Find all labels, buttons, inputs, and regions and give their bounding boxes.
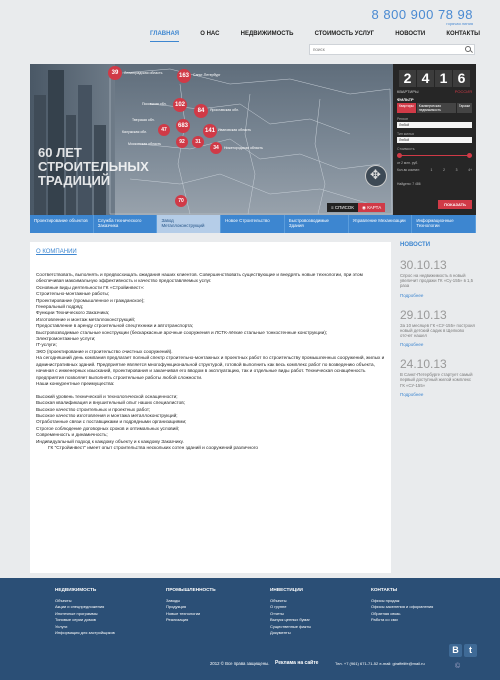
map-icon: ◉: [362, 204, 368, 210]
type-label: Тип жилья: [397, 132, 414, 136]
footer-link[interactable]: Объекты: [270, 598, 287, 603]
news-item: [400, 308, 476, 348]
about-paragraph: На сегодняшний день компания предлагает полный спектр строительно-монтажных и проектных работ по строительству промышленных сооружений, жилых и административных зданий. Предприятие является многофункциональной структурой, готовой выполнить как весь комплекс работ по возведению объекта, начиная с инженерных изысканий, проектирования и заканчивая его вводом в эксплуатацию, так и отдельные виды работ. Техническая оснащённость предприятия позволяет выполнять строительные работы любой сложности.: [36, 355, 385, 380]
tab-prefab-buildings[interactable]: Быстровозводимые Здания: [285, 215, 349, 233]
about-paragraph: ЭКО (проектирование и строительство очистных сооружений).: [36, 348, 173, 354]
price-label: Стоимость: [397, 147, 415, 151]
footer-link[interactable]: Отчеты: [270, 610, 284, 616]
services-tabs: [30, 215, 476, 233]
region-label: Ивановская область: [218, 128, 252, 132]
map-marker[interactable]: 84: [194, 104, 208, 118]
news-more-link[interactable]: Подробнее: [400, 342, 424, 348]
footer-col-title: КОНТАКТЫ: [371, 587, 398, 592]
phone-number: 8 800 900 78 98: [371, 7, 473, 22]
type-select[interactable]: Любой: [397, 137, 472, 143]
about-paragraph: Изготовление и монтаж металлоконструкций;: [36, 316, 136, 322]
footer: [0, 578, 500, 680]
about-title[interactable]: О КОМПАНИИ: [36, 249, 77, 255]
hero-title: 60 ЛЕТ СТРОИТЕЛЬНЫХ ТРАДИЦИЙ: [38, 145, 149, 188]
footer-col-industry: [166, 587, 216, 624]
region-label: Санкт-Петербург: [193, 73, 221, 77]
apartments-counter: [397, 70, 472, 87]
counter-digit: 2: [399, 70, 416, 87]
region-label: Калужская обл.: [122, 130, 148, 134]
contact-line: Тел. +7 (961) 671-71-52 e-mail: giraffelife@mail.ru: [335, 661, 425, 666]
map-marker[interactable]: 34: [210, 142, 222, 154]
search-input[interactable]: [310, 45, 460, 54]
about-paragraph: IT-услуги;: [36, 342, 57, 348]
russia-map: [30, 64, 393, 215]
map-marker[interactable]: 70: [175, 195, 187, 207]
news-title[interactable]: НОВОСТИ: [400, 242, 431, 248]
footer-col-title: ПРОМЫШЛЕННОСТЬ: [166, 587, 216, 592]
about-paragraph: Высокая квалификация и внушительный опыт наших специалистов;: [36, 400, 186, 406]
room-option[interactable]: 1: [430, 168, 433, 172]
about-paragraph: Высокий уровень технической и технологической оснащенности;: [36, 393, 178, 399]
slider-handle-max[interactable]: [467, 153, 472, 158]
map-marker[interactable]: 31: [192, 136, 204, 148]
about-paragraph: Проектирование (промышленное и гражданское);: [36, 297, 145, 303]
nav-item-news[interactable]: НОВОСТИ: [395, 31, 426, 37]
social-icon-vk[interactable]: B: [449, 644, 462, 657]
footer-link[interactable]: Офисы продаж: [371, 598, 400, 603]
rooms-label: Кол-во комнат:: [397, 168, 420, 172]
nav-item-prices[interactable]: СТОИМОСТЬ УСЛУГ: [314, 31, 375, 37]
about-paragraph: Предоставление в аренду строительной спецтехники и автотранспорта;: [36, 323, 194, 329]
about-paragraph: ГК "Стройинвест" имеет опыт строительства нескольких сотен зданий и сооружений различного: [48, 444, 258, 450]
footer-link[interactable]: Типовые серии домов: [55, 617, 96, 623]
nav-item-about[interactable]: О НАС: [200, 31, 220, 37]
footer-link[interactable]: Информация для застройщиков: [55, 630, 115, 636]
footer-link[interactable]: О группе: [270, 604, 287, 610]
news-item: [400, 357, 476, 397]
footer-col-contacts: [371, 587, 433, 624]
filter-panel: [393, 64, 476, 215]
region-label: Ярославская обл.: [210, 108, 239, 112]
about-paragraph: Высокое качество строительных и проектных работ;: [36, 406, 151, 412]
slider-handle-min[interactable]: [397, 153, 402, 158]
about-paragraph: Современность и динамичность;: [36, 432, 108, 438]
about-section: [30, 242, 391, 573]
about-paragraph: Электромонтажные услуги;: [36, 336, 96, 342]
room-option[interactable]: 4+: [468, 168, 472, 172]
map-view-button[interactable]: ◉ КАРТА: [358, 203, 385, 212]
about-paragraph: Функции Технического Заказчика;: [36, 310, 110, 316]
room-option[interactable]: 3: [455, 168, 458, 172]
news-date: 24.10.13: [400, 357, 447, 372]
price-value: от 2 млн. руб.: [397, 161, 419, 165]
footer-link[interactable]: Документы: [270, 630, 291, 636]
news-date: 30.10.13: [400, 258, 447, 272]
nav-item-contacts[interactable]: КОНТАКТЫ: [446, 31, 480, 37]
about-paragraph: Строительно-монтажные работы;: [36, 291, 110, 297]
news-more-link[interactable]: Подробнее: [400, 391, 424, 397]
footer-link[interactable]: Обратная связь: [371, 610, 401, 616]
about-paragraph: Основные виды деятельности ГК «Стройинвест»:: [36, 284, 145, 290]
footer-link[interactable]: Новые технологии: [166, 610, 201, 616]
counter-region[interactable]: РОССИЯ: [454, 89, 472, 94]
copyright-text: 2012 © Все права защищены.: [210, 661, 270, 666]
about-paragraph: Высокое качество изготовления и монтажа металлоконструкций;: [36, 412, 178, 418]
footer-link[interactable]: Выпуск ценных бумаг: [270, 617, 310, 623]
news-text[interactable]: За 10 месяцев ГК «СУ-155» построил новый детский садик в Щелково отсчет нашел: [400, 322, 476, 339]
footer-col-title: НЕДВИЖИМОСТЬ: [55, 587, 97, 592]
tab-it[interactable]: Информационные Технологии: [412, 215, 476, 233]
room-option[interactable]: 2: [443, 168, 445, 172]
filter-title: ФИЛЬТР: [397, 97, 414, 102]
tab-metal-plant[interactable]: Завод Металлоконструкций: [157, 215, 221, 233]
footer-link[interactable]: Объекты: [55, 598, 72, 603]
counter-digit: 4: [417, 70, 434, 87]
filter-tab-commercial[interactable]: Коммерческая недвижимость: [417, 103, 456, 113]
tab-technical-customer[interactable]: Служба технического Заказчика: [94, 215, 158, 233]
footer-link[interactable]: Работа со сми: [371, 617, 398, 623]
nav-item-home[interactable]: ГЛАВНАЯ: [150, 30, 179, 42]
region-label: Тверская обл.: [132, 118, 155, 122]
tab-new-construction[interactable]: Новое Строительство: [221, 215, 285, 233]
list-icon: ≡: [331, 205, 335, 210]
main-nav: [150, 30, 480, 42]
nav-item-realty[interactable]: НЕДВИЖИМОСТЬ: [240, 31, 294, 37]
footer-link[interactable]: Услуги: [55, 623, 68, 629]
footer-col-title: ИНВЕСТИЦИИ: [270, 587, 303, 592]
news-item: [400, 258, 476, 298]
filter-tab-garages[interactable]: Гаражи: [457, 103, 472, 113]
about-paragraph: Индивидуальный подход к каждому объекту и к каждому Заказчику.: [36, 438, 184, 444]
about-paragraph: Строгое соблюдение договорных сроков и оптимальных условий;: [36, 425, 180, 431]
map-marker[interactable]: 39: [108, 66, 122, 80]
footer-link[interactable]: Заводы: [166, 598, 181, 603]
about-paragraph: Отработанные связи с поставщиками и подрядными организациями;: [36, 419, 187, 425]
footer-link[interactable]: Акции и спецпредложения: [55, 604, 105, 610]
footer-link[interactable]: Продукция: [166, 604, 187, 610]
found-count: Найдено: 7 486: [397, 182, 421, 186]
ad-link[interactable]: Реклама на сайте: [275, 660, 319, 666]
footer-link[interactable]: Ипотечные программы: [55, 610, 98, 616]
news-text[interactable]: В Санкт-Петербурге стартует самый первый доступный жилой комплекс ГК «СУ-155»: [400, 372, 473, 388]
news-more-link[interactable]: Подробнее: [400, 292, 424, 298]
about-paragraph: Наши конкурентные преимущества:: [36, 380, 115, 386]
show-results-button[interactable]: ПОКАЗАТЬ: [438, 200, 472, 209]
map-marker[interactable]: 163: [177, 69, 191, 83]
tab-mechanization[interactable]: Управление Механизации: [349, 215, 413, 233]
map-marker[interactable]: 92: [176, 136, 188, 148]
region-label: Ленинградская область: [124, 71, 163, 75]
search-icon[interactable]: [465, 46, 471, 52]
region-label: Регион: [397, 117, 409, 121]
developer-logo-icon[interactable]: ©: [455, 663, 461, 670]
news-text[interactable]: Спрос на недвижимость в новый увеличит продажи ГК «Су-155» в 1,5 раза: [400, 273, 474, 289]
tab-design[interactable]: Проектирование объектов: [30, 215, 94, 233]
social-icon-twitter[interactable]: t: [464, 644, 477, 657]
region-label: Нижегородская область: [224, 146, 263, 150]
about-paragraph: Соответствовать, выполнять и предвосхищать ожидания наших клиентов. Совершенствовать существующие и внедрять новые технологии, при этом обеспечивая максимальную эффективность и качество предоставляемых услуг.: [36, 272, 363, 284]
map-pan-control[interactable]: [365, 165, 387, 187]
filter-tab-apartments[interactable]: Квартиры: [397, 103, 416, 113]
footer-col-realty: [55, 587, 115, 636]
region-label: Псковская обл.: [142, 102, 167, 106]
footer-col-investments: [270, 587, 311, 636]
region-label: Московская область: [128, 142, 162, 146]
counter-digit: 1: [435, 70, 452, 87]
about-text: [36, 272, 385, 451]
footer-link[interactable]: Реализация: [166, 617, 189, 623]
about-paragraph: Генеральный подряд;: [36, 304, 84, 310]
news-sidebar: [400, 242, 476, 397]
news-date: 29.10.13: [400, 307, 447, 322]
map-marker[interactable]: 47: [158, 124, 170, 136]
counter-digit: 6: [453, 70, 470, 87]
list-view-button[interactable]: ≡ СПИСОК: [327, 203, 358, 212]
footer-link[interactable]: Офисы заселения и оформления: [371, 604, 434, 610]
map-marker[interactable]: 683: [176, 119, 190, 133]
region-select[interactable]: Любой: [397, 122, 472, 128]
phone-subtitle: горячая линия: [446, 21, 473, 26]
footer-link[interactable]: Существенные факты: [270, 623, 312, 629]
counter-label: КВАРТИРЫ: [397, 89, 419, 94]
search-box: [309, 44, 475, 55]
price-slider[interactable]: [397, 153, 472, 158]
about-paragraph: Быстровозводимые стальные конструкции (бескаркасные арочные сооружения и ЛСТК-лёгкие стальные тонкостенные конструкции);: [36, 329, 328, 335]
map-marker[interactable]: 141: [203, 124, 217, 138]
map-marker[interactable]: 102: [173, 98, 187, 112]
